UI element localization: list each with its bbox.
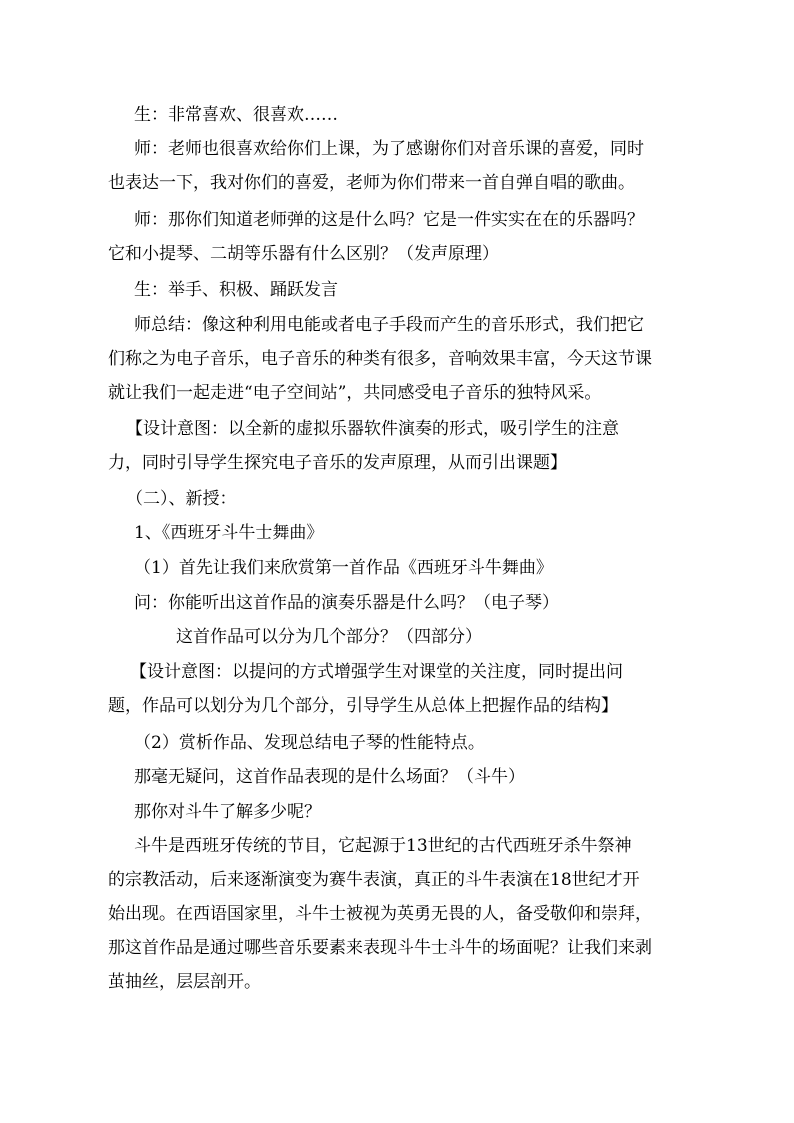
text-line: 【设计意图：以全新的虚拟乐器软件演奏的形式，吸引学生的注意 [126, 419, 619, 439]
text-line: 师：老师也很喜欢给你们上课，为了感谢你们对音乐课的喜爱，同时 [134, 139, 644, 159]
text-line: 们称之为电子音乐，电子音乐的种类有很多，音响效果丰富，今天这节课 [108, 349, 652, 369]
text-line: 它和小提琴、二胡等乐器有什么区别？（发声原理） [108, 244, 499, 264]
text-line: 始出现。在西语国家里，斗牛士被视为英勇无畏的人，备受敬仰和崇拜， [108, 904, 652, 924]
paragraph-student-answer-2 [134, 273, 724, 307]
text-line: 题，作品可以划分为几个部分，引导学生从总体上把握作品的结构】 [108, 696, 618, 716]
text-line: 也表达一下，我对你们的喜爱，老师为你们带来一首自弹自唱的歌曲。 [108, 173, 635, 193]
paragraph-student-answer-1 [134, 98, 724, 132]
text-line: （1）首先让我们来欣赏第一首作品《西班牙斗牛舞曲》 [134, 558, 553, 578]
section-heading-new-lesson [126, 482, 716, 516]
paragraph-step-2 [134, 726, 724, 760]
text-line: 的宗教活动，后来逐渐演变为赛牛表演，真正的斗牛表演在18世纪才开 [108, 870, 640, 890]
text-line: （二）、新授： [126, 489, 237, 509]
text-line: 生：举手、积极、踊跃发言 [134, 280, 338, 300]
paragraph-bullfighting-intro [108, 829, 698, 999]
text-line: 茧抽丝，层层剖开。 [108, 972, 261, 992]
text-line: 师总结：像这种利用电能或者电子手段而产生的音乐形式，我们把它 [134, 315, 644, 335]
text-line: 师：那你们知道老师弹的这是什么吗？它是一件实实在在的乐器吗？ [134, 210, 644, 230]
text-line: 生：非常喜欢、很喜欢…… [134, 105, 338, 125]
text-line: 就让我们一起走进“电子空间站”，共同感受电子音乐的独特风采。 [108, 383, 602, 403]
paragraph-teacher-thanks [108, 132, 698, 200]
text-line: （2）赏析作品、发现总结电子琴的性能特点。 [134, 733, 485, 753]
text-line: 那这首作品是通过哪些音乐要素来表现斗牛士斗牛的场面呢？让我们来剥 [108, 938, 652, 958]
text-line: 斗牛是西班牙传统的节目，它起源于13世纪的古代西班牙杀牛祭神 [134, 836, 632, 856]
paragraph-question-parts [176, 620, 766, 654]
paragraph-design-intent-1 [108, 412, 698, 480]
text-line: 1、《西班牙斗牛士舞曲》 [134, 523, 324, 543]
paragraph-design-intent-2 [108, 655, 698, 723]
paragraph-teacher-question [108, 203, 698, 271]
paragraph-question-scene [134, 760, 724, 794]
paragraph-step-1 [134, 551, 724, 585]
text-line: 问：你能听出这首作品的演奏乐器是什么吗？（电子琴） [134, 593, 559, 613]
paragraph-teacher-summary [108, 308, 698, 410]
paragraph-question-instrument [134, 586, 724, 620]
subsection-heading-bolero [134, 516, 724, 550]
text-line: 这首作品可以分为几个部分？（四部分） [176, 627, 482, 647]
paragraph-question-knowledge [134, 795, 724, 829]
text-line: 那毫无疑问，这首作品表现的是什么场面？（斗牛） [134, 767, 525, 787]
text-line: 【设计意图：以提问的方式增强学生对课堂的关注度，同时提出问 [130, 662, 623, 682]
text-line: 力，同时引导学生探究电子音乐的发声原理，从而引出课题】 [108, 453, 567, 473]
text-line: 那你对斗牛了解多少呢？ [134, 802, 321, 822]
